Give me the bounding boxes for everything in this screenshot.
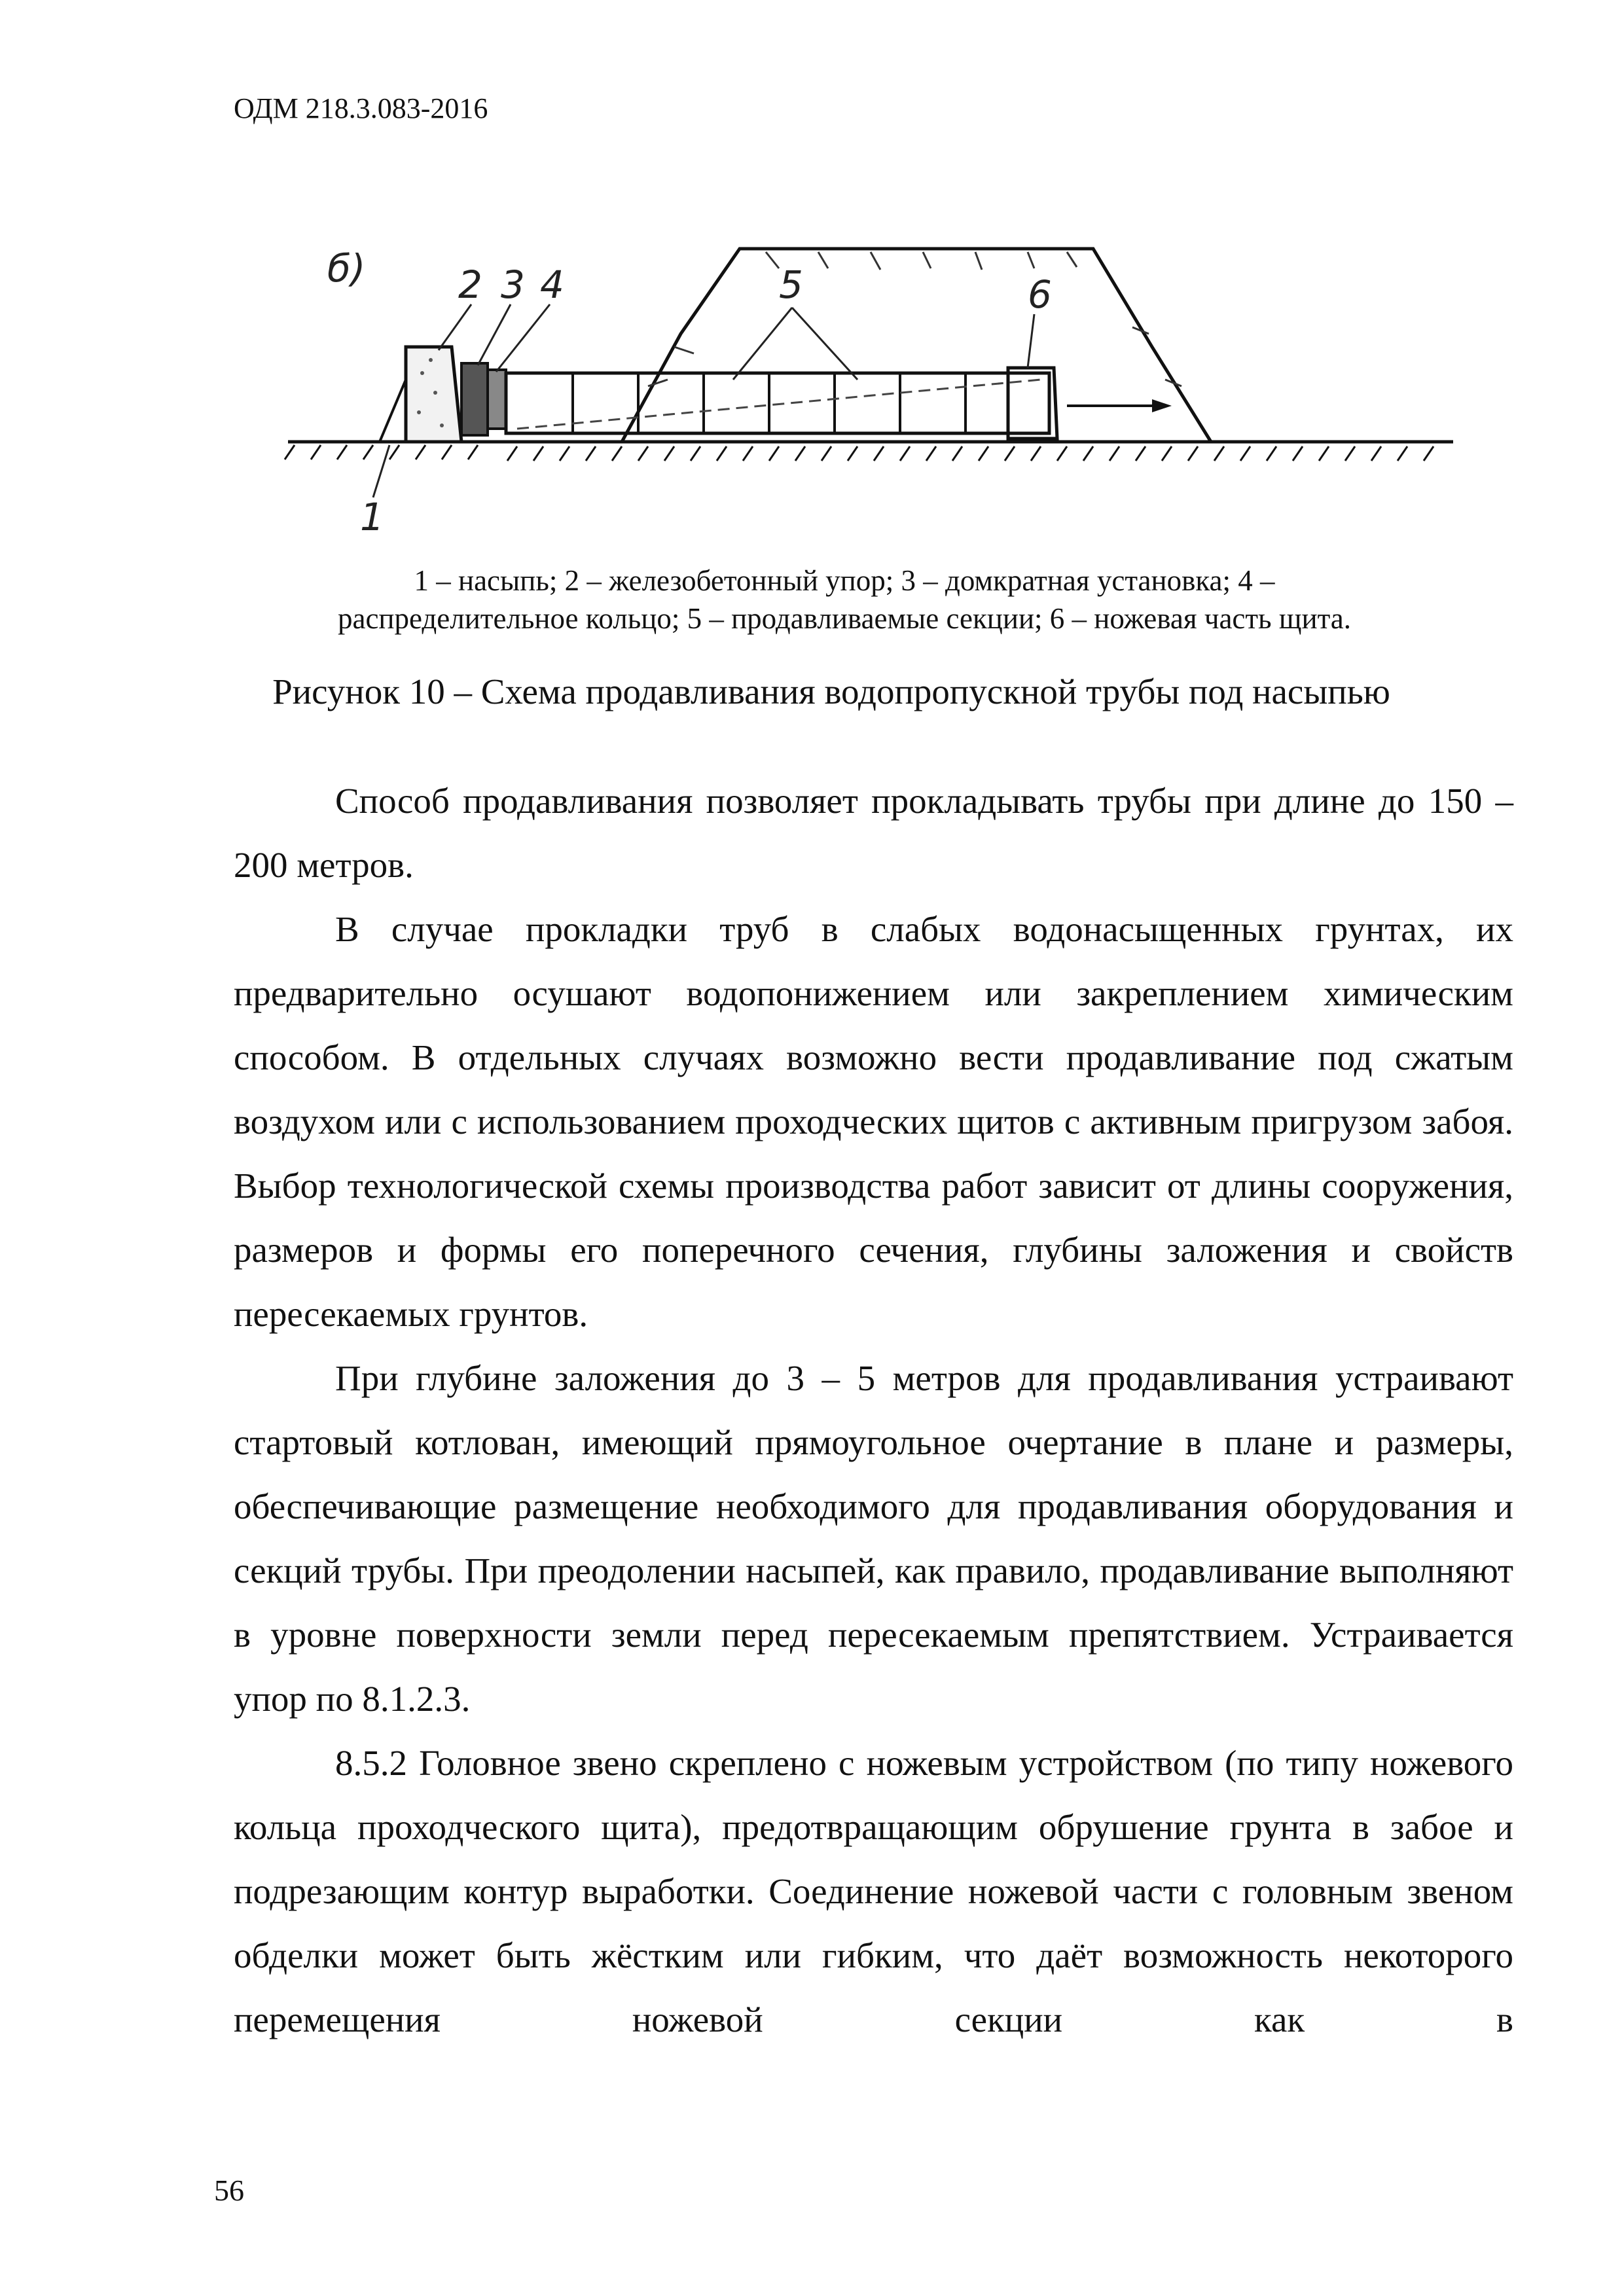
callout-6: 6 [1028, 272, 1052, 317]
figure-legend [249, 562, 1440, 637]
embankment-outline [622, 249, 1211, 442]
legend-line-2: распределительное кольцо; 5 – продавливаемые секции; 6 – ножевая часть щита. [337, 602, 1352, 635]
paragraph: 8.5.2 Головное звено скреплено с ножевым устройством (по типу ножевого кольца проходческого щита), предотвращающим обрушение грунта в забое и подрезающим контур выработки. Соединение ножевой части с головным звеном обделки может быть жёстким или гибким, что даёт возможность некоторого перемещения ножевой секции как в [234, 1743, 1513, 2039]
callout-2: 2 [458, 262, 482, 307]
pipe-jacking-diagram [281, 216, 1460, 543]
paragraph: В случае прокладки труб в слабых водонасыщенных грунтах, их предварительно осушают водопонижением или закреплением химическим способом. В отдельных случаях возможно вести продавливание под сжатым воздухом или с использованием проходческих щитов с активным пригрузом забоя. Выбор технологической схемы производства работ зависит от длины сооружения, размеров и формы его поперечного сечения, глубины заложения и свойств пересекаемых грунтов. [234, 909, 1513, 1334]
embankment-hatching [648, 252, 1182, 386]
distribution-ring [488, 370, 506, 429]
callout-3: 3 [501, 262, 525, 307]
pipe-sections [506, 373, 1049, 433]
jack-unit [461, 363, 488, 435]
document-code-header: ОДМ 218.3.083-2016 [234, 92, 488, 124]
callout-1: 1 [360, 495, 384, 539]
ground-hatching [285, 445, 1434, 461]
page-number: 56 [214, 2174, 244, 2207]
diagram-drawing [281, 216, 1460, 543]
paragraph: Способ продавливания позволяет прокладывать трубы при длине до 150 – 200 метров. [234, 781, 1513, 885]
body-text [234, 769, 1513, 2052]
paragraph: При глубине заложения до 3 – 5 метров для продавливания устраивают стартовый котлован, имеющий прямоугольное очертание в плане и размеры, обеспечивающие размещение необходимого для продавливания оборудования и секций трубы. При преодолении насыпей, как правило, продавливание выполняют в уровне поверхности земли перед пересекаемым препятствием. Устраивается упор по 8.1.2.3. [234, 1358, 1513, 1719]
callout-4: 4 [540, 262, 564, 307]
reinforced-concrete-stop [406, 347, 461, 442]
legend-line-1: 1 – насыпь; 2 – железобетонный упор; 3 – домкратная установка; 4 – [414, 564, 1275, 597]
callout-5: 5 [779, 262, 803, 307]
figure-title: Рисунок 10 – Схема продавливания водопропускной трубы под насыпью [272, 672, 1390, 711]
variant-label: б) [327, 246, 366, 291]
